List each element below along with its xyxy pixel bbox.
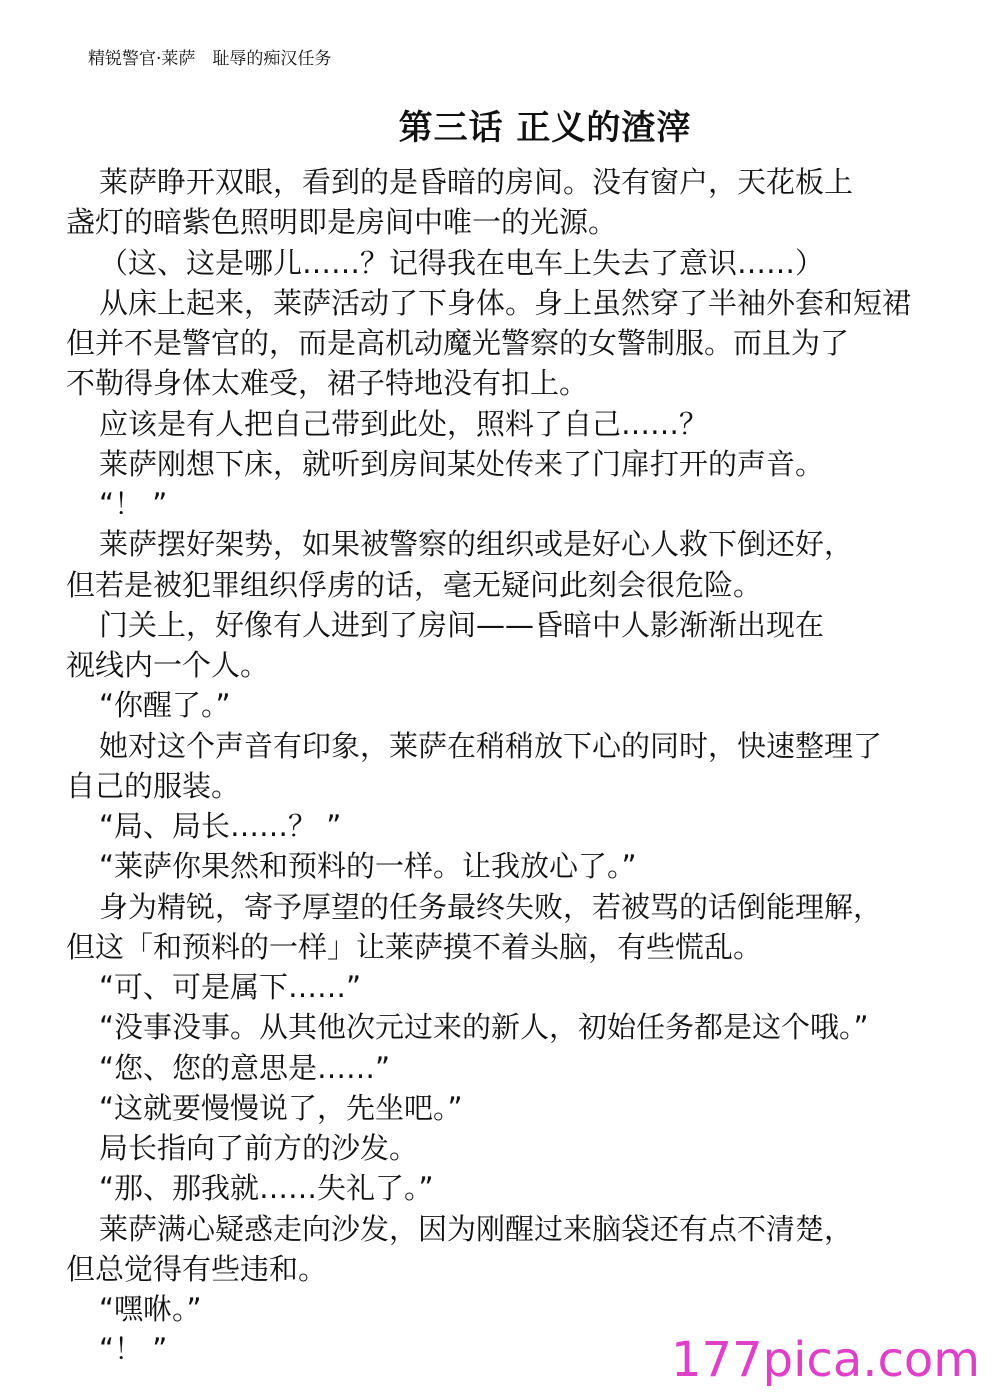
text-line: 她对这个声音有印象，莱萨在稍稍放下心的同时，快速整理了: [99, 728, 883, 763]
text-line: “没事没事。从其他次元过来的新人，初始任务都是这个哦。”: [99, 1010, 869, 1045]
text-line: 不勒得身体太难受，裙子特地没有扣上。: [66, 366, 589, 401]
text-line: 盏灯的暗紫色照明即是房间中唯一的光源。: [66, 205, 618, 240]
body-text: [66, 162, 996, 1370]
text-line: “那、那我就……失礼了。”: [99, 1171, 434, 1206]
text-line: 视线内一个人。: [66, 648, 270, 682]
text-line: 但总觉得有些违和。: [66, 1251, 328, 1286]
text-line: 莱萨满心疑惑走向沙发，因为刚醒过来脑袋还有点不清楚，: [99, 1211, 854, 1246]
text-line: “这就要慢慢说了，先坐吧。”: [99, 1090, 463, 1125]
running-head: 精锐警官·莱萨 耻辱的痴汉任务: [88, 49, 332, 69]
text-line: （这、这是哪儿……？记得我在电车上失去了意识……）: [99, 245, 825, 280]
text-line: “你醒了。”: [99, 688, 231, 723]
text-line: 莱萨摆好架势，如果被警察的组织或是好心人救下倒还好，: [99, 527, 854, 562]
text-line: 莱萨刚想下床，就听到房间某处传来了门扉打开的声音。: [99, 446, 825, 481]
watermark: 177pica.com: [671, 1332, 980, 1388]
text-line: 身为精锐，寄予厚望的任务最终失败，若被骂的话倒能理解，: [99, 889, 883, 924]
text-line: “！ ”: [99, 487, 168, 521]
text-line: 从床上起来，莱萨活动了下身体。身上虽然穿了半袖外套和短裙: [99, 285, 912, 320]
text-line: “可、可是属下……”: [99, 970, 362, 1004]
text-line: “！ ”: [99, 1332, 168, 1367]
text-line: “嘿咻。”: [99, 1292, 202, 1326]
text-line: “您、您的意思是……”: [99, 1050, 391, 1085]
text-line: 莱萨睁开双眼，看到的是昏暗的房间。没有窗户，天花板上: [99, 165, 854, 199]
text-line: 自己的服装。: [66, 768, 241, 803]
text-line: 但并不是警官的，而是高机动魔光警察的女警制服。而且为了: [66, 326, 850, 360]
text-line: 门关上，好像有人进到了房间——昏暗中人影渐渐出现在: [99, 607, 825, 642]
text-line: “莱萨你果然和预料的一样。让我放心了。”: [99, 849, 637, 884]
text-line: 应该是有人把自己带到此处，照料了自己……？: [99, 406, 709, 441]
text-line: 局长指向了前方的沙发。: [99, 1131, 419, 1165]
chapter-title: 第三话 正义的渣滓: [398, 108, 692, 148]
text-line: 但若是被犯罪组织俘虏的话，毫无疑问此刻会很危险。: [66, 567, 763, 602]
text-line: “局、局长……？ ”: [99, 809, 342, 843]
text-line: 但这「和预料的一样」让莱萨摸不着头脑，有些慌乱。: [66, 929, 763, 964]
